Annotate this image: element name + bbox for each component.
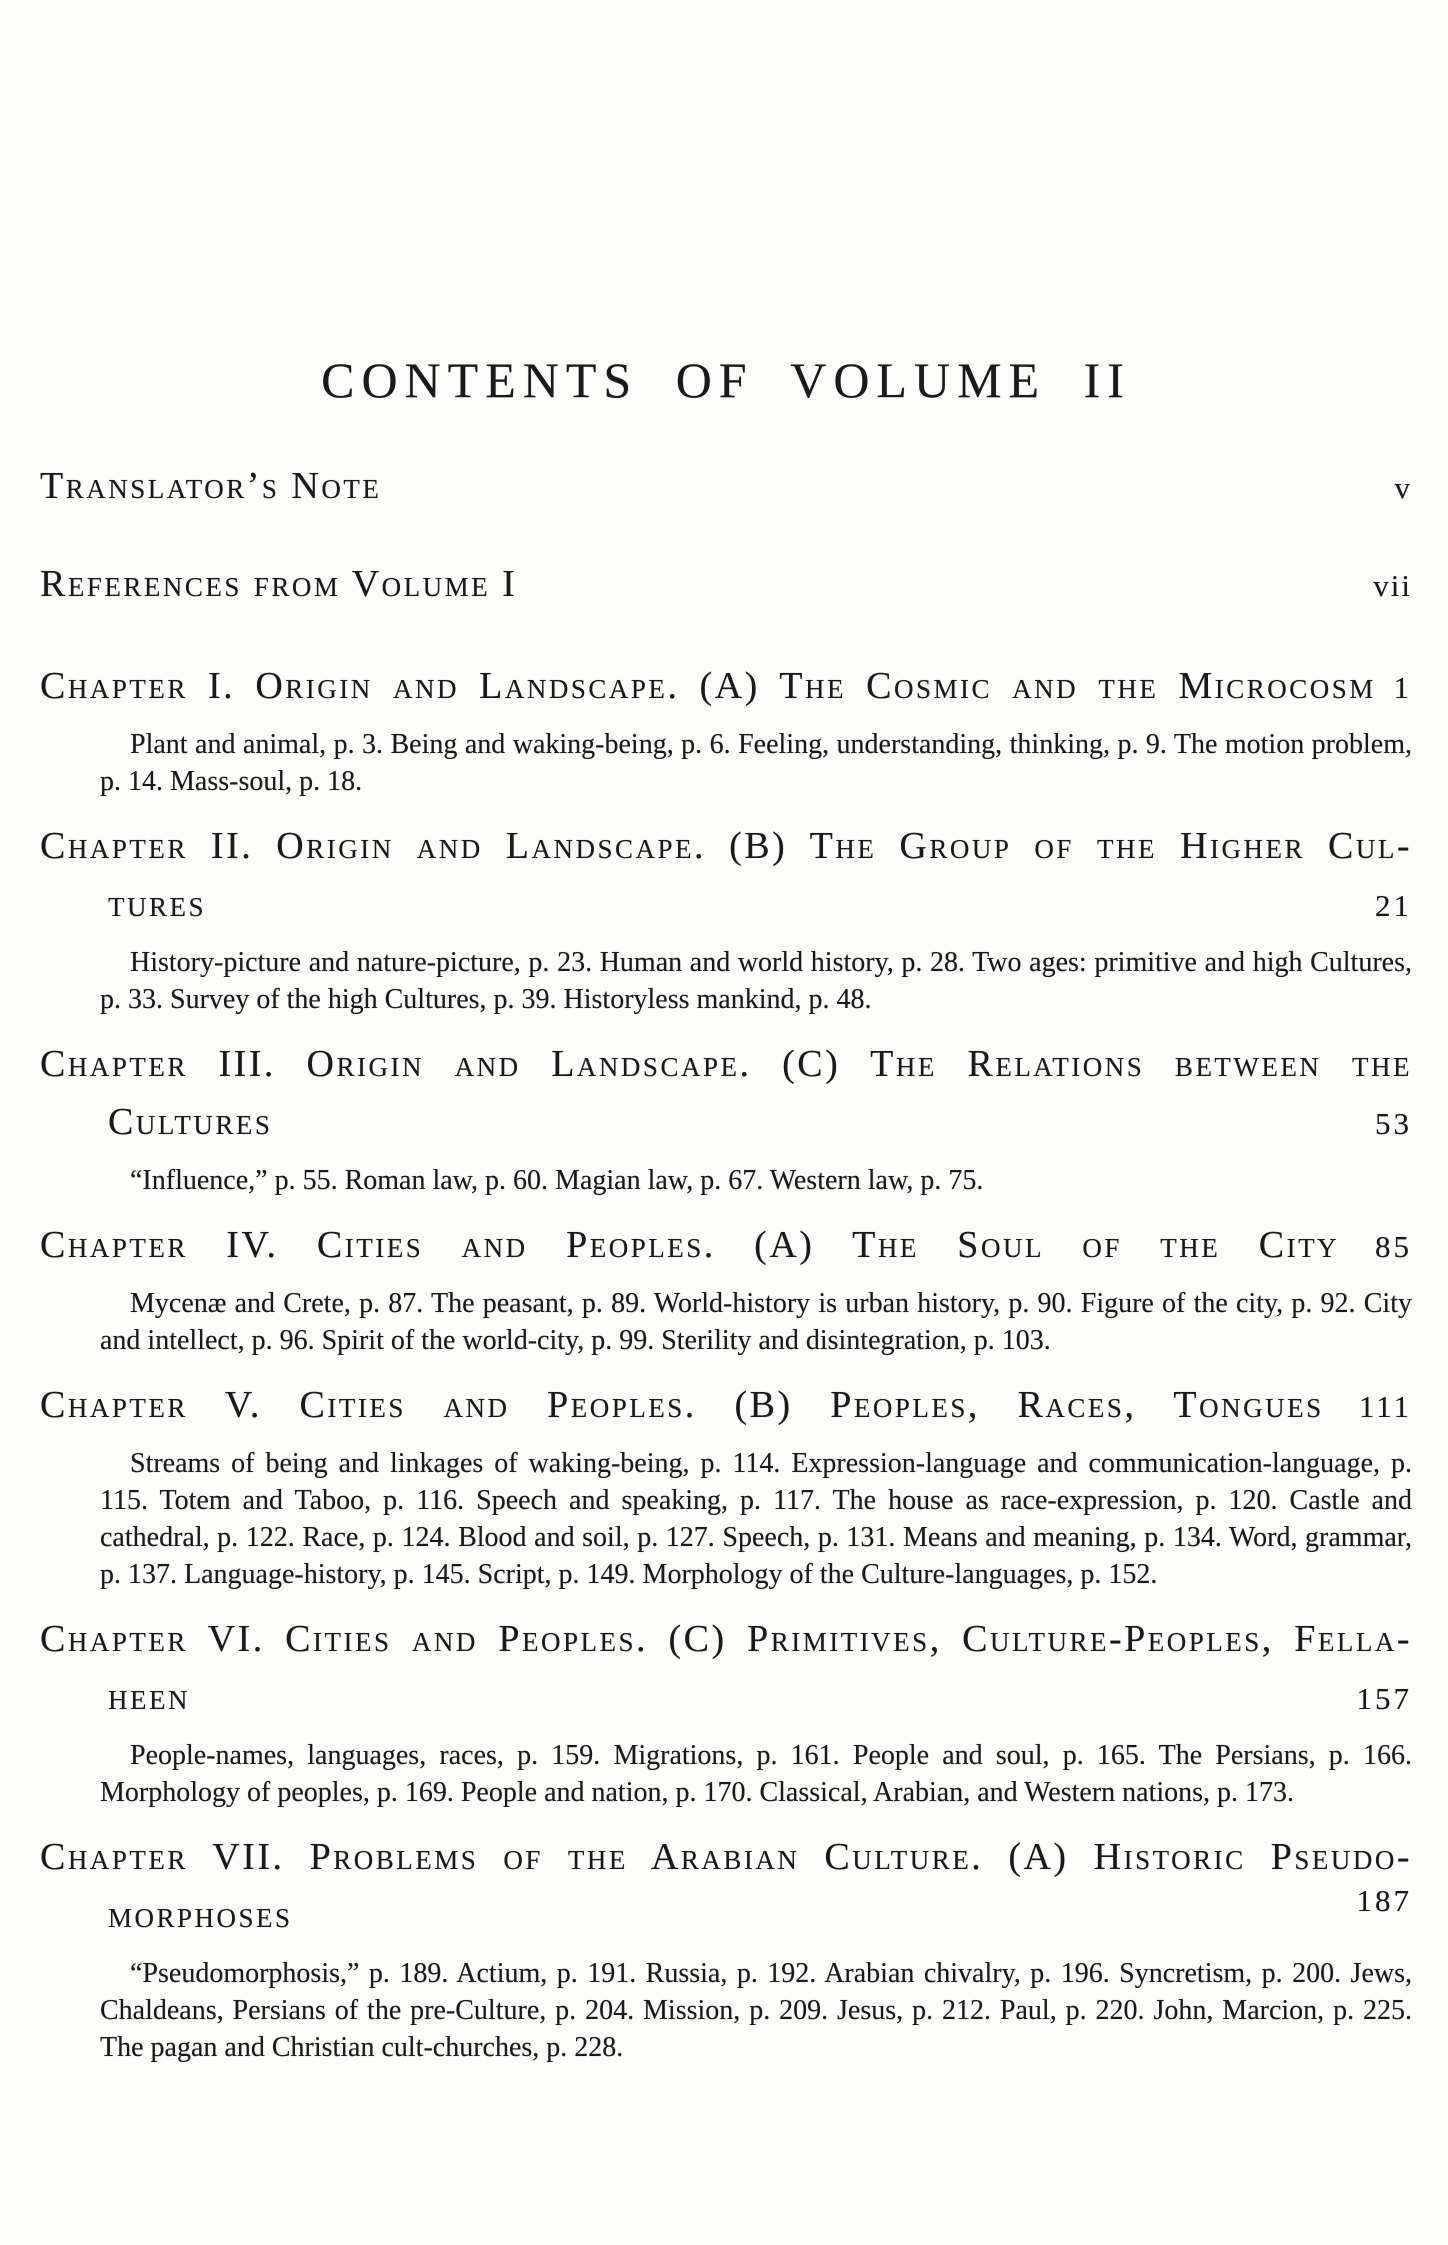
chapter-heading-text: Chapter VII. Problems of the Arabian Culture. (A) Historic Pseudo- <box>40 1836 1412 1878</box>
chapter-summary: Streams of being and linkages of waking-being, p. 114. Expression-language and communication-language, p. 115. Totem and Taboo, p. 116. Speech and speaking, p. 117. The house as race-expression, p. 120. Castle and cathedral, p. 122. Race, p. 124. Blood and soil, p. 127. Speech, p. 131. Means and meaning, p. 134. Word, grammar, p. 137. Language-history, p. 145. Script, p. 149. Morphology of the Culture-languages, p. 152. <box>100 1448 1412 1590</box>
chapter-heading-text: Chapter V. Cities and Peoples. (B) Peoples, Races, Tongues <box>40 1384 1324 1426</box>
chapter-page-number: 1 <box>1393 670 1412 705</box>
chapter-heading-text: Chapter III. Origin and Landscape. (C) The Relations between the <box>40 1043 1412 1085</box>
chapter-heading <box>40 1223 1412 1269</box>
toc-chapter-1 <box>40 664 1412 800</box>
entry-label: References from Volume I <box>40 563 518 605</box>
chapter-heading <box>40 1383 1412 1429</box>
chapter-heading-continuation: Cultures <box>108 1101 273 1143</box>
chapter-summary: Plant and animal, p. 3. Being and waking-being, p. 6. Feeling, understanding, thinking, p. 9. The motion problem, p. 14. Mass-soul, p. 18. <box>100 729 1412 797</box>
chapter-heading-line2 <box>108 1100 1412 1146</box>
entry-page-number: vii <box>1373 568 1412 603</box>
chapter-summary: “Pseudomorphosis,” p. 189. Actium, p. 191. Russia, p. 192. Arabian chivalry, p. 196. Syncretism, p. 200. Jews, Chaldeans, Persians of the pre-Culture, p. 204. Mission, p. 209. Jesus, p. 212. Paul, p. 220. John, Marcion, p. 225. The pagan and Christian cult-churches, p. 228. <box>100 1958 1412 2063</box>
chapter-page-number: 21 <box>1375 888 1412 923</box>
chapter-page-number: 111 <box>1358 1389 1413 1424</box>
chapter-heading-text: Chapter I. Origin and Landscape. (A) The Cosmic and the Microcosm <box>40 665 1376 707</box>
chapter-heading-line2 <box>108 1883 1412 1939</box>
chapter-heading-line2 <box>108 1675 1412 1721</box>
chapter-heading-line1 <box>40 1617 1412 1661</box>
chapter-page-number: 53 <box>1375 1106 1412 1141</box>
chapter-heading-line2 <box>108 882 1412 928</box>
chapter-heading-line1 <box>40 1835 1412 1879</box>
chapter-summary: Mycenæ and Crete, p. 87. The peasant, p. 89. World-history is urban history, p. 90. Figure of the city, p. 92. City and intellect, p. 96. Spirit of the world-city, p. 99. Sterility and disintegration, p. 103. <box>100 1288 1412 1356</box>
chapter-page-number: 85 <box>1375 1229 1412 1264</box>
chapter-summary: History-picture and nature-picture, p. 23. Human and world history, p. 28. Two ages: primitive and high Cultures, p. 33. Survey of the high Cultures, p. 39. Historyless mankind, p. 48. <box>100 947 1412 1015</box>
chapter-heading <box>40 664 1412 710</box>
chapter-heading-text: Chapter IV. Cities and Peoples. (A) The Soul of the City <box>40 1224 1340 1266</box>
chapter-page-number: 187 <box>1356 1883 1412 1918</box>
page-title: CONTENTS OF VOLUME II <box>321 352 1131 408</box>
entry-page-number: v <box>1394 470 1412 505</box>
toc-entry-references <box>40 562 1412 608</box>
chapter-heading-text: Chapter VI. Cities and Peoples. (C) Primitives, Culture-Peoples, Fella- <box>40 1618 1412 1660</box>
toc-chapter-4 <box>40 1223 1412 1359</box>
entry-label: Translator’s Note <box>40 465 382 507</box>
chapter-heading-line1 <box>40 824 1412 868</box>
toc-chapter-3 <box>40 1042 1412 1199</box>
chapter-heading-line1 <box>40 1042 1412 1086</box>
chapter-heading-continuation: heen <box>108 1676 190 1718</box>
chapter-heading-continuation: tures <box>108 883 207 925</box>
chapter-page-number: 157 <box>1356 1681 1412 1716</box>
chapter-heading-text: Chapter II. Origin and Landscape. (B) The Group of the Higher Cul- <box>40 825 1412 867</box>
toc-chapter-2 <box>40 824 1412 1018</box>
chapter-summary: “Influence,” p. 55. Roman law, p. 60. Magian law, p. 67. Western law, p. 75. <box>130 1165 984 1196</box>
chapter-heading-continuation: morphoses <box>108 1894 293 1936</box>
toc-chapter-7 <box>40 1835 1412 2066</box>
chapter-summary: People-names, languages, races, p. 159. Migrations, p. 161. People and soul, p. 165. The Persians, p. 166. Morphology of peoples, p. 169. People and nation, p. 170. Classical, Arabian, and Western nations, p. 173. <box>100 1740 1412 1808</box>
page-content <box>40 0 1412 2066</box>
front-matter-section <box>40 464 1412 608</box>
toc-chapter-5 <box>40 1383 1412 1593</box>
chapters-section <box>40 664 1412 2066</box>
toc-chapter-6 <box>40 1617 1412 1811</box>
toc-entry-translators-note <box>40 464 1412 510</box>
